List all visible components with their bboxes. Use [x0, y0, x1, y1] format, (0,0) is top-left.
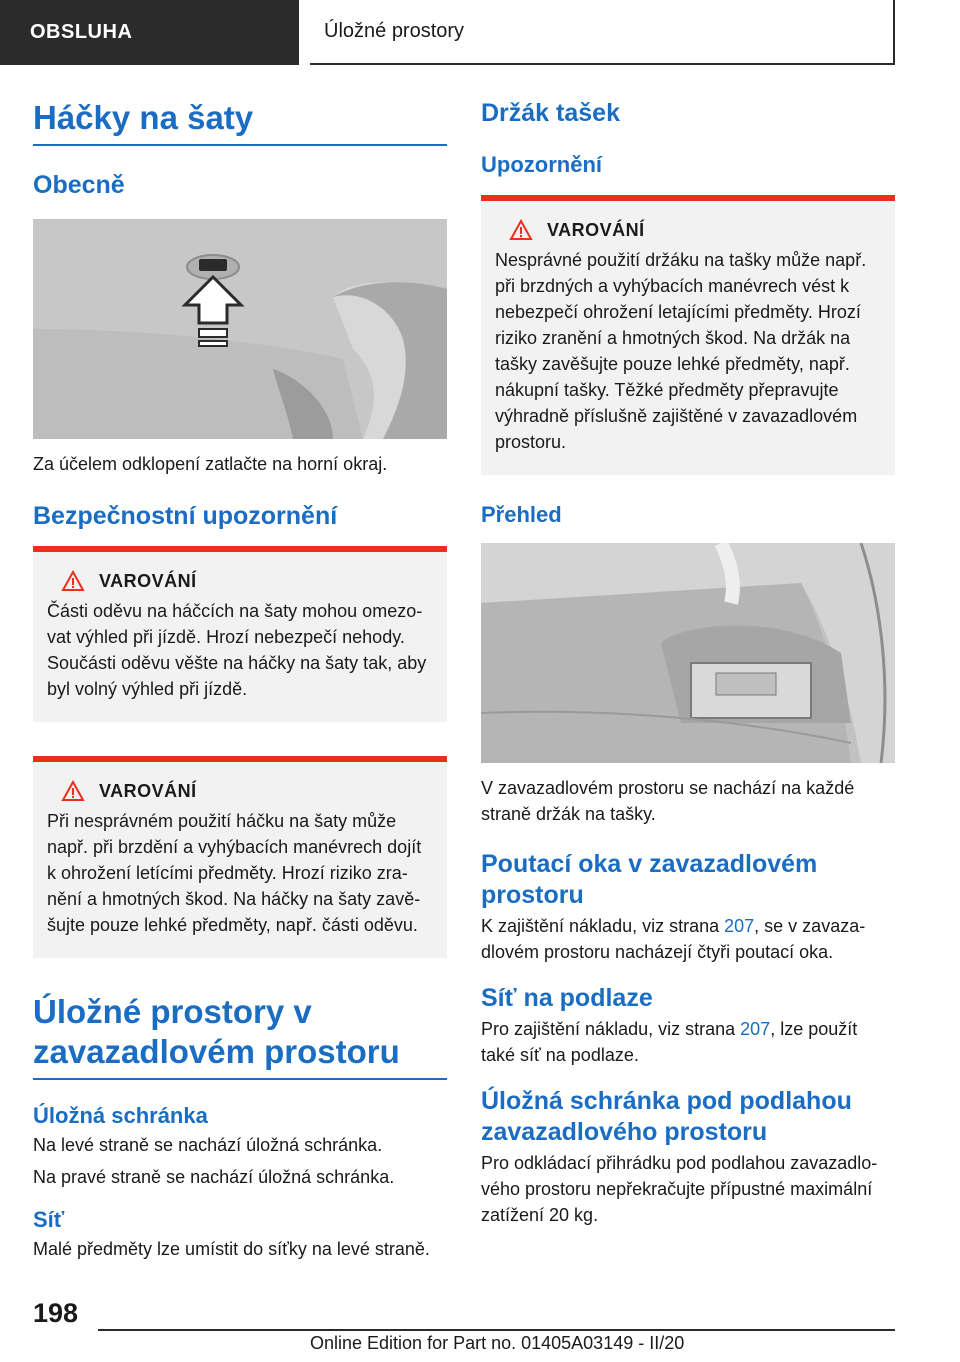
warning-triangle-icon — [61, 780, 85, 802]
heading-hooks: Háčky na šaty — [33, 98, 447, 146]
heading-overview: Přehled — [481, 502, 562, 527]
footer-edition: Online Edition for Part no. 01405A03149 - II/20 — [310, 1333, 685, 1353]
warning-box-3 — [481, 195, 895, 475]
warning-triangle-icon — [61, 570, 85, 592]
heading-safety: Bezpečnostní upozornění — [33, 502, 338, 530]
figure-coat-hook — [33, 219, 447, 439]
footer-divider — [98, 1329, 895, 1331]
left-column — [33, 98, 447, 1262]
tie-down-text-post: , se v zavazadlovém prostoru nacházejí čtyři poutací oka. — [481, 916, 866, 962]
underfloor-text: Pro odkládací přihrádku pod podlahou zavazadlového prostoru nepřekračujte přípustné maximální zatížení 20 kg. — [481, 1153, 878, 1225]
page-link-207[interactable]: 207 — [740, 1019, 771, 1039]
warning-box-1 — [33, 546, 447, 722]
heading-bag-holder: Držák tašek — [481, 99, 620, 127]
heading-general: Obecně — [33, 171, 125, 199]
heading-notice: Upozornění — [481, 152, 602, 177]
tie-down-text — [481, 913, 895, 965]
floor-net-text-pre: Pro zajištění nákladu, viz strana — [481, 1019, 741, 1039]
warning-text: Při nesprávném použití háčku na šaty může např. při brzdění a vyhýbacích manévrech dojít k ohrožení letícími předměty. Hrozí riziko zranění a hmotných škod. Na háčky na šaty zavěšujte pouze lehké předměty, např. části oděvu. — [47, 811, 422, 935]
heading-storage-trunk: Úložné prostory v zavazadlovém prostoru — [33, 992, 447, 1080]
page-number: 198 — [33, 1298, 79, 1328]
overview-text: V zavazadlovém prostoru se nachází na každé straně držák na tašky. — [481, 778, 855, 824]
warning-label: VAROVÁNÍ — [547, 219, 645, 240]
net-text: Malé předměty lze umístit do síťky na levé straně. — [33, 1239, 430, 1259]
heading-floor-net: Síť na podlaze — [481, 984, 653, 1012]
right-column — [481, 98, 895, 1228]
warning-triangle-icon — [509, 219, 533, 241]
general-text: Za účelem odklopení zatlačte na horní okraj. — [33, 454, 388, 474]
tie-down-text-pre: K zajištění nákladu, viz strana — [481, 916, 725, 936]
box-text-right: Na pravé straně se nachází úložná schránka. — [33, 1167, 395, 1187]
heading-tie-down: Poutací oka v zavazadlovém prostoru — [481, 850, 818, 909]
floor-net-text-post: , lze použít také síť na podlaze. — [481, 1019, 858, 1065]
floor-net-text — [481, 1016, 895, 1068]
header-section: OBSLUHA — [30, 21, 133, 43]
header-title: Úložné prostory — [324, 20, 465, 42]
warning-text: Části oděvu na háčcích na šaty mohou omezovat výhled při jízdě. Hrozí nebezpečí nehody. Součásti oděvu věšte na háčky na šaty tak, aby byl volný výhled při jízdě. — [47, 601, 427, 699]
heading-storage-box: Úložná schránka — [33, 1103, 208, 1128]
page-link-207[interactable]: 207 — [724, 916, 755, 936]
header-section-tab — [0, 0, 299, 65]
warning-label: VAROVÁNÍ — [99, 570, 197, 591]
warning-text: Nesprávné použití držáku na tašky může např. při brzdných a vyhýbacích manévrech vést k nebezpečí ohrožení letajícími předměty. Hrozí riziko zranění a hmotných škod. Na držák na tašky zavěšujte pouze lehké předměty, např. nákupní tašky. Těžké předměty přepravujte výhradně příslušně zajištěné v zavazadlovém prostoru. — [495, 250, 867, 452]
header-title-box — [310, 0, 895, 65]
warning-label: VAROVÁNÍ — [99, 780, 197, 801]
heading-underfloor: Úložná schránka pod podlahou zavazadlového prostoru — [481, 1087, 852, 1146]
figure-trunk-overview — [481, 543, 895, 763]
box-text-left: Na levé straně se nachází úložná schránka. — [33, 1135, 383, 1155]
warning-box-2 — [33, 756, 447, 958]
heading-net: Síť — [33, 1207, 65, 1232]
